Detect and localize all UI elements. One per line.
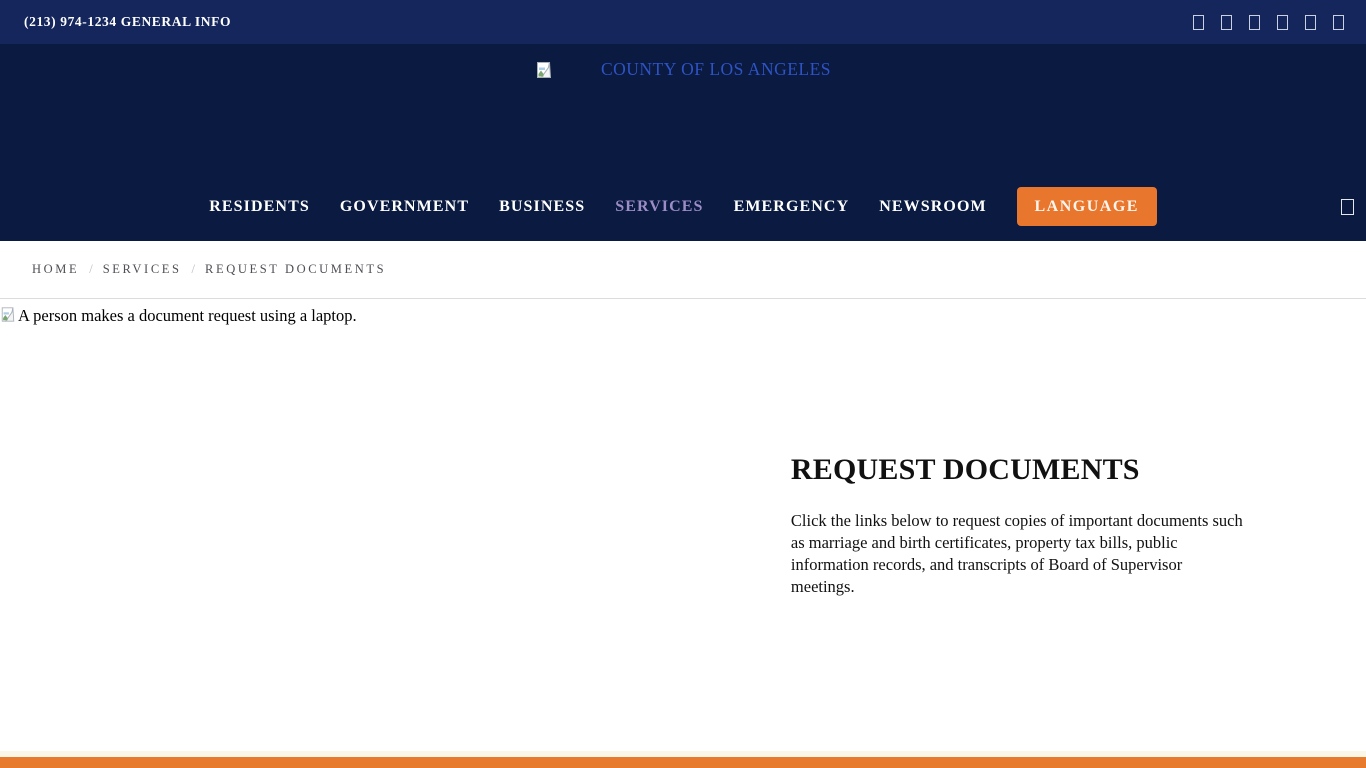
hero-broken-image bbox=[0, 306, 791, 326]
social-icon-3[interactable] bbox=[1249, 15, 1260, 30]
broken-image-icon bbox=[535, 61, 553, 79]
hero-image-column bbox=[0, 299, 791, 751]
page-title: REQUEST DOCUMENTS bbox=[790, 452, 1140, 486]
general-info-phone: (213) 974-1234 GENERAL INFO bbox=[24, 14, 232, 29]
breadcrumb-separator: / bbox=[191, 262, 196, 276]
page-description: Click the links below to request copies of important documents such as marriage and birth certificates, property tax bills, public information records, and transcripts of Board of Supervisor meetings. bbox=[790, 510, 1243, 596]
social-icon-2[interactable] bbox=[1221, 15, 1232, 30]
social-icon-1[interactable] bbox=[1193, 15, 1204, 30]
nav-item-government[interactable]: GOVERNMENT bbox=[339, 197, 470, 215]
request-documents-section bbox=[0, 299, 1366, 751]
breadcrumb-home[interactable]: HOME bbox=[32, 262, 80, 276]
social-icon-4[interactable] bbox=[1277, 15, 1288, 30]
nav-item-services[interactable]: SERVICES bbox=[615, 197, 704, 215]
breadcrumb-services[interactable]: SERVICES bbox=[102, 262, 182, 276]
footer-orange-bar bbox=[0, 757, 1366, 768]
social-icon-6[interactable] bbox=[1333, 15, 1344, 30]
site-logo-alt-text: COUNTY OF LOS ANGELES bbox=[600, 59, 832, 79]
nav-item-emergency[interactable]: EMERGENCY bbox=[733, 197, 850, 215]
breadcrumb-separator: / bbox=[89, 262, 93, 276]
breadcrumb-current-page: REQUEST DOCUMENTS bbox=[205, 262, 387, 276]
site-header bbox=[0, 44, 1366, 241]
social-icons-group bbox=[1193, 15, 1346, 30]
social-icon-5[interactable] bbox=[1305, 15, 1316, 30]
nav-item-business[interactable]: BUSINESS bbox=[499, 197, 586, 215]
hero-image-alt-text: A person makes a document request using a laptop. bbox=[18, 306, 357, 325]
nav-item-residents[interactable]: RESIDENTS bbox=[209, 197, 310, 215]
breadcrumb bbox=[0, 241, 1366, 299]
top-utility-bar bbox=[0, 0, 1366, 44]
nav-item-newsroom[interactable]: NEWSROOM bbox=[879, 197, 987, 215]
language-button[interactable]: LANGUAGE bbox=[1017, 187, 1157, 226]
content-text-column bbox=[791, 453, 1366, 598]
primary-nav bbox=[0, 187, 1366, 226]
site-logo-link[interactable] bbox=[0, 59, 1366, 80]
broken-image-icon bbox=[0, 306, 16, 323]
search-icon[interactable] bbox=[1341, 199, 1354, 215]
